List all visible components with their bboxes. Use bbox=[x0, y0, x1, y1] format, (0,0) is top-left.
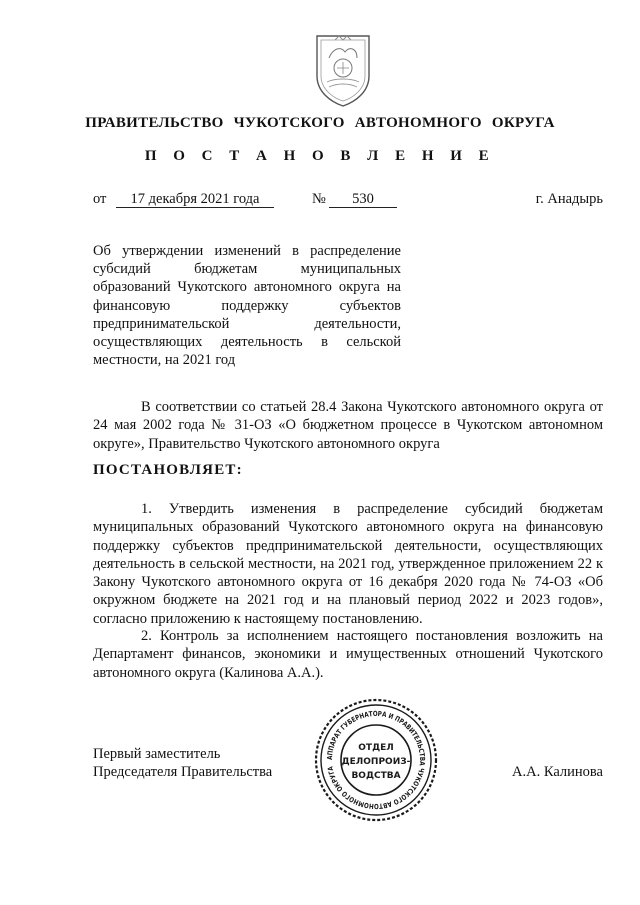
item-2: 2. Контроль за исполнением настоящего постановления возложить на Департамент финансов, экономики и имущественных отношений Чукотского автономного округа (Калинова А.А.). bbox=[93, 628, 603, 681]
document-date: 17 декабря 2021 года bbox=[116, 191, 274, 208]
coat-of-arms-icon bbox=[311, 32, 375, 108]
position-line-2: Председателя Правительства bbox=[93, 764, 273, 781]
signatory-name: А.А. Калинова bbox=[512, 764, 603, 780]
government-title: ПРАВИТЕЛЬСТВО ЧУКОТСКОГО АВТОНОМНОГО ОКРУГА bbox=[85, 115, 555, 131]
stamp-ring-text: АППАРАТ ГУБЕРНАТОРА И ПРАВИТЕЛЬСТВА ЧУКОТСКОГО АВТОНОМНОГО ОКРУГА bbox=[325, 709, 427, 811]
number-prefix: № bbox=[312, 191, 326, 207]
signatory-position bbox=[93, 745, 272, 782]
preamble: В соответствии со статьей 28.4 Закона Чукотского автономного округа от 24 мая 2002 года № 31-ОЗ «О бюджетном процессе в Чукотском автономном округе», Правительство Чукотского автономного округа bbox=[93, 399, 603, 452]
document-type-heading: П О С Т А Н О В Л Е Н И Е bbox=[144, 148, 496, 164]
stamp-line-2: ДЕЛОПРОИЗ- bbox=[341, 757, 411, 767]
document-number: 530 bbox=[329, 191, 397, 208]
office-stamp bbox=[314, 698, 438, 822]
stamp-line-3: ВОДСТВА bbox=[351, 771, 401, 781]
position-line-1: Первый заместитель bbox=[93, 746, 221, 762]
date-prefix: от bbox=[93, 191, 107, 207]
decree-word: ПОСТАНОВЛЯЕТ: bbox=[93, 462, 243, 478]
stamp-line-1: ОТДЕЛ bbox=[358, 743, 394, 753]
document-subject: Об утверждении изменений в распределение субсидий бюджетам муниципальных образований Чукотского автономного округа на финансовую поддержку субъектов предпринимательской деятельности, осуществляющих деятельность в сельской местности, на 2021 год bbox=[93, 243, 401, 369]
city: г. Анадырь bbox=[535, 191, 603, 207]
item-1: 1. Утвердить изменения в распределение субсидий бюджетам муниципальных образований Чукотского автономного округа на финансовую поддержку субъектов предпринимательской деятельности, осуществляющих деятельность в сельской местности, на 2021 год, утвержденное приложением 22 к Закону Чукотского автономного округа от 16 декабря 2020 года № 74-ОЗ «Об окружном бюджете на 2021 год и на плановый период 2022 и 2023 годов», согласно приложению к настоящему постановлению. bbox=[93, 501, 603, 627]
